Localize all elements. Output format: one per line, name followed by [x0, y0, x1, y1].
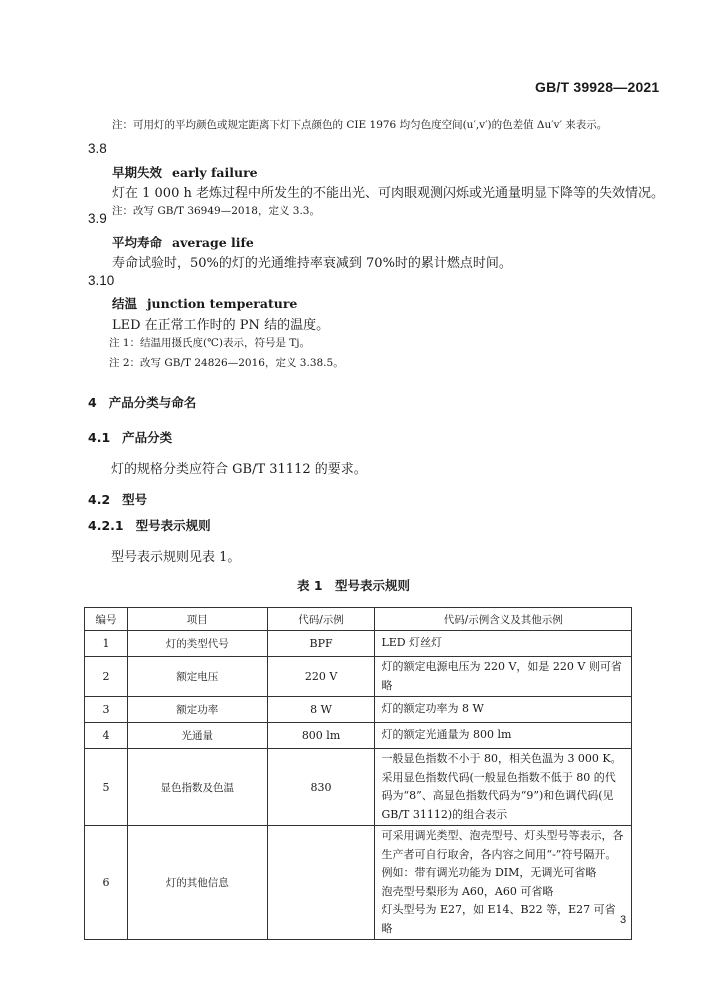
- clause-number: 3.9: [88, 211, 107, 226]
- cell-code: BPF: [267, 631, 375, 657]
- cell-item: 额定电压: [127, 657, 267, 697]
- cell-description: [375, 749, 632, 826]
- cell-item: 光通量: [127, 723, 267, 749]
- table-row: [85, 826, 632, 940]
- table-row: [85, 723, 632, 749]
- column-header-item: 项目: [127, 608, 267, 631]
- note: 注：改写 GB/T 36949—2018，定义 3.3。: [112, 205, 320, 217]
- definition: 寿命试验时，50%的灯的光通维持率衰减到 70%时的累计燃点时间。: [112, 256, 512, 271]
- table-caption: 表 1 型号表示规则: [296, 578, 411, 593]
- cell-item: 显色指数及色温: [127, 749, 267, 826]
- chapter-title: 产品分类与命名: [108, 395, 197, 410]
- section-title: 型号: [122, 492, 148, 507]
- clause-number: 3.8: [88, 141, 107, 156]
- cell-no: 2: [85, 657, 128, 697]
- cell-code: [267, 826, 375, 940]
- section-number: 4.2.1: [88, 518, 124, 533]
- description-line: 灯头型号为 E27，如 E14、B22 等，E27 可省略: [381, 903, 616, 935]
- cell-description: [375, 631, 632, 657]
- column-header-code: 代码/示例: [267, 608, 375, 631]
- description-line: 可采用调光类型、泡壳型号、灯头型号等表示，各生产者可自行取舍，各内容之间用“-”符号隔开。: [381, 829, 624, 861]
- cell-no: 5: [85, 749, 128, 826]
- term-cn: 平均寿命: [112, 235, 163, 250]
- cell-no: 1: [85, 631, 128, 657]
- term-cn: 结温: [112, 296, 138, 311]
- cell-description: [375, 697, 632, 723]
- cell-code: 8 W: [267, 697, 375, 723]
- term-junction-temperature: [112, 294, 297, 312]
- section-number: 4.1: [88, 430, 111, 445]
- column-header-meaning: 代码/示例含义及其他示例: [375, 608, 632, 631]
- term-en: junction temperature: [147, 296, 298, 311]
- cell-description: [375, 723, 632, 749]
- section-number: 4.2: [88, 492, 111, 507]
- description-line: 泡壳型号梨形为 A60，A60 可省略: [381, 884, 554, 898]
- section-text-4-1: 灯的规格分类应符合 GB/T 31112 的要求。: [111, 462, 367, 477]
- term-en: average life: [172, 235, 254, 250]
- term-cn: 早期失效: [112, 165, 163, 180]
- note-color-difference: 注：可用灯的平均颜色或规定距离下灯下点颜色的 CIE 1976 均匀色度空间(u′,v′)的色差值 Δu′v′ 来表示。: [112, 119, 608, 131]
- term-average-life: [112, 233, 254, 251]
- cell-code: 800 lm: [267, 723, 375, 749]
- cell-no: 6: [85, 826, 128, 940]
- section-text-4-2-1: 型号表示规则见表 1。: [111, 550, 241, 565]
- cell-description: [375, 657, 632, 697]
- description-line: 一般显色指数不小于 80，相关色温为 3 000 K。: [381, 752, 622, 765]
- chapter-number: 4: [88, 395, 97, 410]
- table-row: [85, 631, 632, 657]
- table-row: [85, 749, 632, 826]
- cell-code: 830: [267, 749, 375, 826]
- table-row: [85, 697, 632, 723]
- section-title: 型号表示规则: [135, 518, 211, 533]
- description-line: LED 灯丝灯: [381, 636, 443, 650]
- section-title: 产品分类: [122, 430, 173, 445]
- chapter-heading: [88, 393, 196, 411]
- cell-code: 220 V: [267, 657, 375, 697]
- description-line: 采用显色指数代码(一般显色指数不低于 80 的代码为“8”、高显色指数代码为“9”)和色调代码(见 GB/T 31112)的组合表示: [381, 770, 616, 821]
- definition: LED 在正常工作时的 PN 结的温度。: [112, 318, 330, 333]
- page-number: 3: [620, 914, 627, 926]
- cell-description: [375, 826, 632, 940]
- model-designation-table: [84, 607, 632, 940]
- cell-item: 额定功率: [127, 697, 267, 723]
- cell-no: 4: [85, 723, 128, 749]
- section-heading-4-2: [88, 490, 147, 508]
- clause-number: 3.10: [88, 273, 115, 288]
- section-heading-4-1: [88, 428, 172, 446]
- cell-no: 3: [85, 697, 128, 723]
- definition: 灯在 1 000 h 老炼过程中所发生的不能出光、可肉眼观测闪烁或光通量明显下降等的失效情况。: [112, 186, 664, 201]
- description-line: 灯的额定光通量为 800 lm: [381, 728, 512, 742]
- document-id: GB/T 39928—2021: [535, 79, 660, 95]
- term-en: early failure: [172, 165, 258, 180]
- cell-item: 灯的类型代号: [127, 631, 267, 657]
- section-heading-4-2-1: [88, 516, 211, 534]
- note-2: 注 2：改写 GB/T 24826—2016，定义 3.38.5。: [109, 357, 344, 369]
- note-1: 注 1：结温用摄氏度(℃)表示，符号是 Tj。: [109, 337, 311, 349]
- cell-item: 灯的其他信息: [127, 826, 267, 940]
- column-header-no: 编号: [85, 608, 128, 631]
- table-row: [85, 657, 632, 697]
- description-line: 灯的额定电源电压为 220 V，如是 220 V 则可省略: [381, 660, 622, 692]
- description-line: 灯的额定功率为 8 W: [381, 702, 484, 716]
- term-early-failure: [112, 163, 258, 181]
- table-header-row: [85, 608, 632, 631]
- description-line: 例如：带有调光功能为 DIM，无调光可省略: [381, 866, 597, 879]
